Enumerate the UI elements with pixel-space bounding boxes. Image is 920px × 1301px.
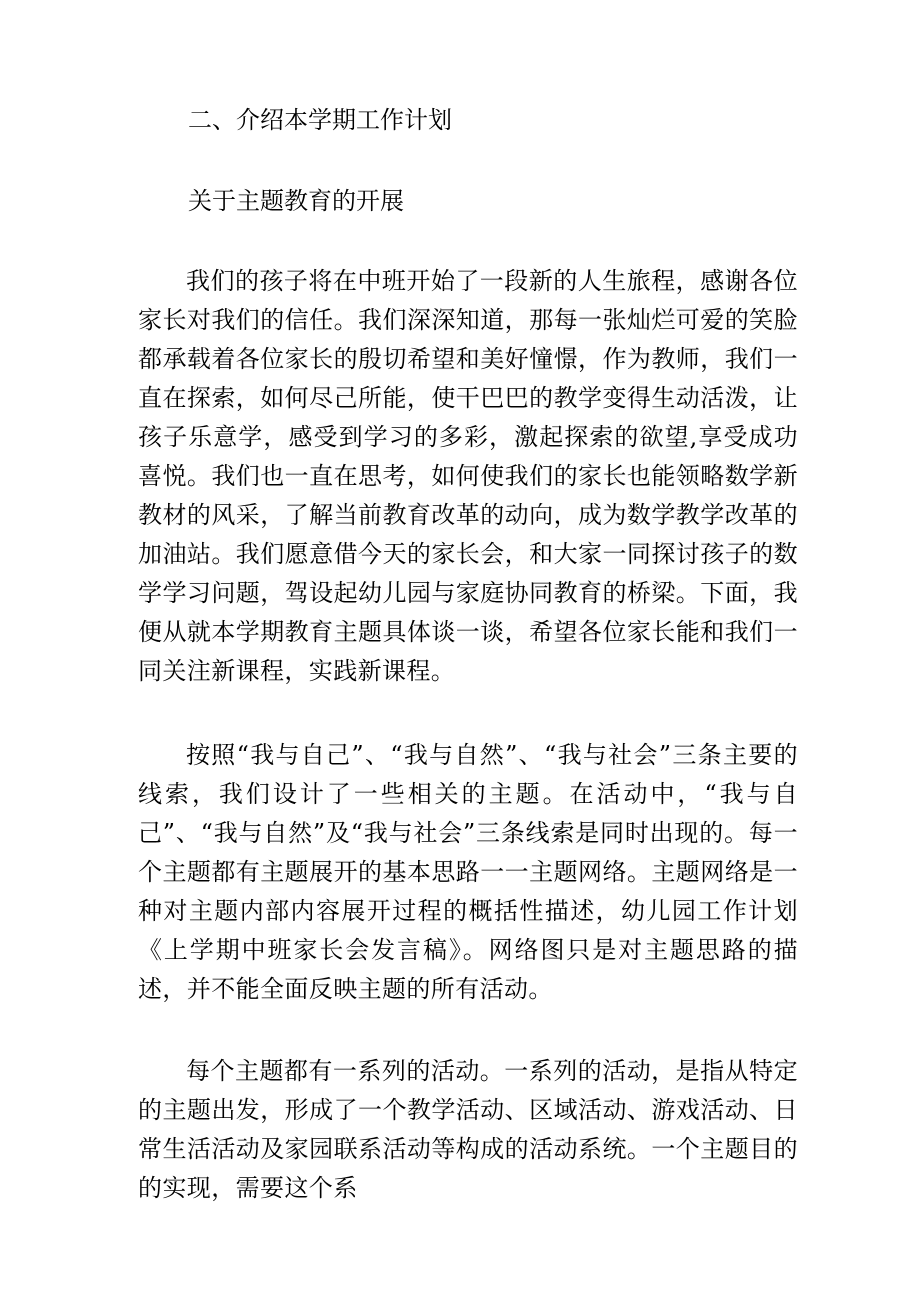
section-heading: 二、介绍本学期工作计划 <box>188 106 452 134</box>
paragraph-themes: 按照“我与自己”、“我与自然”、“我与社会”三条主要的线索，我们设计了一些相关的主题。在活动中，“我与自己”、“我与自然”及“我与社会”三条线索是同时出现的。每一个主题都有主题展开的基本思路一一主题网络。主题网络是一种对主题内部内容展开过程的概括性描述，幼儿园工作计划《上学期中班家长会发言稿》。网络图只是对主题思路的描述，并不能全面反映主题的所有活动。 <box>138 741 798 1003</box>
sub-heading: 关于主题教育的开展 <box>188 187 404 215</box>
paragraph-intro: 我们的孩子将在中班开始了一段新的人生旅程，感谢各位家长对我们的信任。我们深深知道，那每一张灿烂可爱的笑脸都承载着各位家长的殷切希望和美好憧憬，作为教师，我们一直在探索，如何尽己所能，使干巴巴的教学变得生动活泼，让孩子乐意学，感受到学习的多彩，激起探索的欲望,享受成功喜悦。我们也一直在思考，如何使我们的家长也能领略数学新教材的风采，了解当前教育改革的动向，成为数学教学改革的加油站。我们愿意借今天的家长会，和大家一同探讨孩子的数学学习问题，驾设起幼儿园与家庭协同教育的桥梁。下面，我便从就本学期教育主题具体谈一谈，希望各位家长能和我们一同关注新课程，实践新课程。 <box>138 267 798 685</box>
paragraph-activities: 每个主题都有一系列的活动。一系列的活动，是指从特定的主题出发，形成了一个教学活动、区域活动、游戏活动、日常生活活动及家园联系活动等构成的活动系统。一个主题目的的实现，需要这个系 <box>138 1057 798 1202</box>
